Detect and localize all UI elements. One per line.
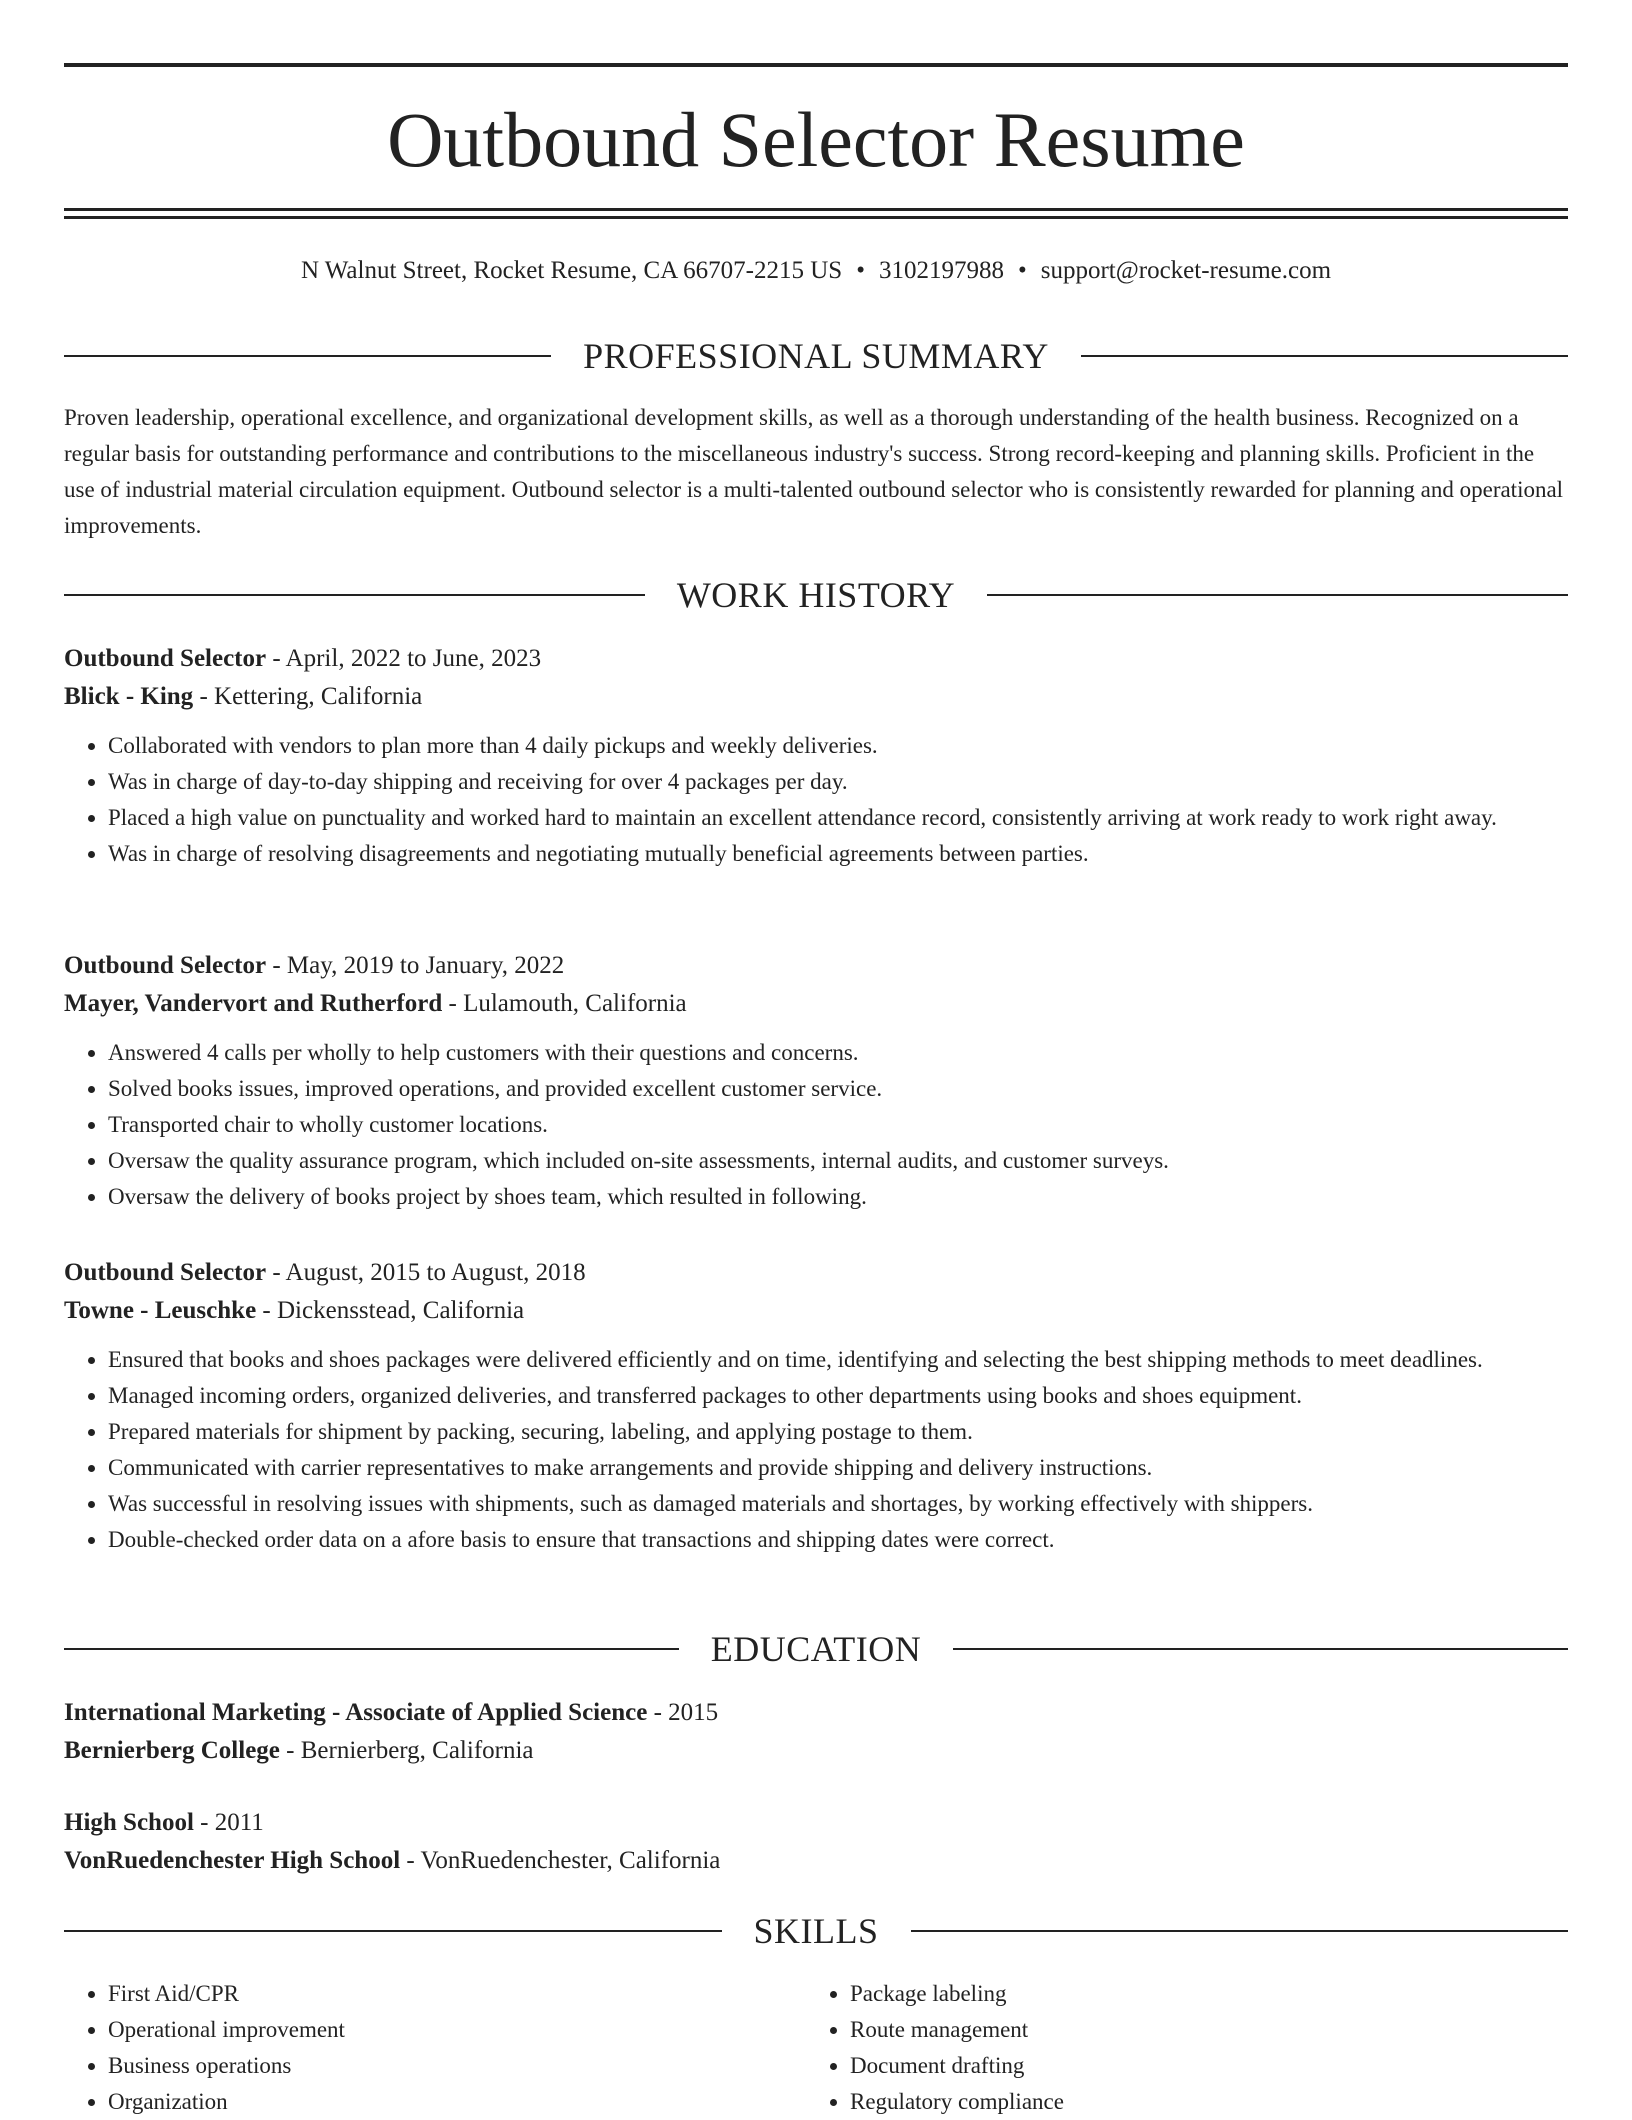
job-dates: - April, 2022 to June, 2023	[266, 645, 542, 672]
contact-email: support@rocket-resume.com	[1040, 257, 1332, 284]
divider	[64, 1930, 722, 1932]
list-item: • Operational improvement	[108, 2012, 806, 2048]
list-item: • Ensured that books and shoes packages were delivered efficiently and on time, identifying and selecting the best shipping methods to meet deadlines.	[108, 1342, 1568, 1378]
section-title: WORK HISTORY	[676, 575, 956, 615]
section-header-skills	[64, 1909, 1568, 1953]
job-company: Mayer, Vandervort and Rutherford	[64, 990, 443, 1017]
job-title-line	[64, 640, 1568, 678]
divider	[64, 594, 645, 596]
divider	[1081, 355, 1568, 357]
job-title-line	[64, 947, 1568, 985]
education-school: Bernierberg College	[64, 1737, 280, 1764]
job-company-line	[64, 985, 1568, 1023]
list-item: • Route management	[850, 2012, 1548, 2048]
summary-text: Proven leadership, operational excellence, and organizational development skills, as well as a thorough understanding of the health business. Recognized on a regular basis for outstanding performance and contributions to the miscellaneous industry's success. Strong record-keeping and planning skills. Proficient in the use of industrial material circulation equipment. Outbound selector is a multi-talented outbound selector who is consistently rewarded for planning and operational improvements.	[64, 405, 1564, 538]
education-degree: International Marketing - Associate of Applied Science	[64, 1699, 648, 1726]
education-degree-line	[64, 1694, 1568, 1732]
education-year: - 2011	[193, 1809, 264, 1836]
section-header-work	[64, 573, 1568, 617]
contact-address: N Walnut Street, Rocket Resume, CA 66707-2215 US	[300, 257, 843, 284]
list-item: • Oversaw the delivery of books project by shoes team, which resulted in following.	[108, 1179, 1568, 1215]
list-item: • Double-checked order data on a afore basis to ensure that transactions and shipping dates were correct.	[108, 1522, 1568, 1558]
list-item: • Organization	[108, 2084, 806, 2120]
education-location: - VonRuedenchester, California	[400, 1847, 721, 1874]
page-title: Outbound Selector Resume	[387, 96, 1245, 183]
job-bullets	[64, 728, 1568, 872]
list-item: • Regulatory compliance	[850, 2084, 1548, 2120]
list-item: • Was successful in resolving issues with shipments, such as damaged materials and shortages, by working effectively with shippers.	[108, 1486, 1568, 1522]
education-degree-line	[64, 1804, 1568, 1842]
section-title: EDUCATION	[710, 1629, 922, 1669]
education-entry	[64, 1694, 1568, 1770]
list-item: • Was in charge of day-to-day shipping and receiving for over 4 packages per day.	[108, 764, 1568, 800]
job-company-line	[64, 1292, 1568, 1330]
skills-columns	[64, 1976, 1568, 2120]
title-rule-lower	[64, 216, 1568, 219]
job-bullets	[64, 1342, 1568, 1558]
contact-separator: •	[1017, 257, 1027, 284]
job-company: Towne - Leuschke	[64, 1297, 257, 1324]
job-title: Outbound Selector	[64, 952, 267, 979]
job-title-line	[64, 1254, 1568, 1292]
list-item: • Managed incoming orders, organized deliveries, and transferred packages to other departments using books and shoes equipment.	[108, 1378, 1568, 1414]
list-item: • Business operations	[108, 2048, 806, 2084]
job-company-line	[64, 678, 1568, 716]
job-location: - Lulamouth, California	[442, 990, 687, 1017]
section-title: SKILLS	[753, 1911, 879, 1951]
education-school-line	[64, 1732, 1568, 1770]
job-title: Outbound Selector	[64, 1259, 267, 1286]
title-rule-upper	[64, 208, 1568, 211]
job-dates: - August, 2015 to August, 2018	[266, 1259, 586, 1286]
divider	[953, 1648, 1568, 1650]
job-company: Blick - King	[64, 683, 194, 710]
job-title: Outbound Selector	[64, 645, 267, 672]
list-item: • Package labeling	[850, 1976, 1548, 2012]
divider	[987, 594, 1568, 596]
education-year: - 2015	[647, 1699, 719, 1726]
divider	[64, 355, 551, 357]
job-dates: - May, 2019 to January, 2022	[266, 952, 565, 979]
list-item: • Oversaw the quality assurance program, which included on-site assessments, internal audits, and customer surveys.	[108, 1143, 1568, 1179]
list-item: • Document drafting	[850, 2048, 1548, 2084]
divider	[911, 1930, 1569, 1932]
education-school-line	[64, 1842, 1568, 1880]
job-bullets	[64, 1035, 1568, 1215]
job-entry	[64, 947, 1568, 1215]
education-location: - Bernierberg, California	[279, 1737, 534, 1764]
section-header-education	[64, 1627, 1568, 1671]
section-title: PROFESSIONAL SUMMARY	[583, 336, 1049, 376]
section-header-summary	[64, 334, 1568, 378]
job-location: - Dickensstead, California	[256, 1297, 525, 1324]
list-item: • Collaborated with vendors to plan more than 4 daily pickups and weekly deliveries.	[108, 728, 1568, 764]
list-item: • Placed a high value on punctuality and worked hard to maintain an excellent attendance record, consistently arriving at work ready to work right away.	[108, 800, 1568, 836]
list-item: • First Aid/CPR	[108, 1976, 806, 2012]
education-degree: High School	[64, 1809, 194, 1836]
list-item: • Communicated with carrier representatives to make arrangements and provide shipping and delivery instructions.	[108, 1450, 1568, 1486]
skills-list-left	[64, 1976, 806, 2120]
list-item: • Solved books issues, improved operations, and provided excellent customer service.	[108, 1071, 1568, 1107]
education-school: VonRuedenchester High School	[64, 1847, 401, 1874]
list-item: • Prepared materials for shipment by packing, securing, labeling, and applying postage to them.	[108, 1414, 1568, 1450]
job-entry	[64, 640, 1568, 872]
skills-list-right	[806, 1976, 1548, 2120]
education-entry	[64, 1804, 1568, 1880]
list-item: • Answered 4 calls per wholly to help customers with their questions and concerns.	[108, 1035, 1568, 1071]
contact-phone: 3102197988	[878, 257, 1004, 284]
list-item: • Transported chair to wholly customer locations.	[108, 1107, 1568, 1143]
job-entry	[64, 1254, 1568, 1558]
job-location: - Kettering, California	[193, 683, 423, 710]
top-rule	[64, 63, 1568, 67]
contact-separator: •	[856, 257, 865, 284]
divider	[64, 1648, 679, 1650]
list-item: • Was in charge of resolving disagreements and negotiating mutually beneficial agreements between parties.	[108, 836, 1568, 872]
contact-line	[64, 253, 1568, 289]
